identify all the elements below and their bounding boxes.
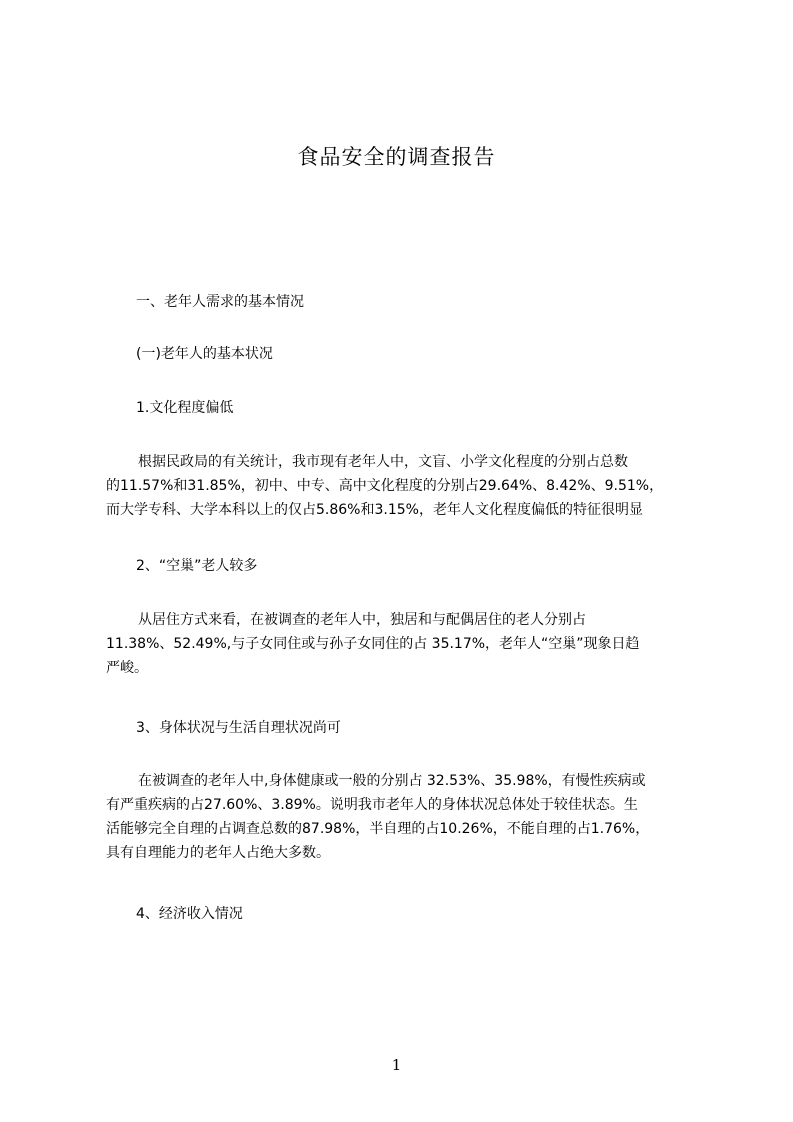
- section-heading-4: 2、“空巢”老人较多: [136, 558, 258, 574]
- section-heading-1: 一、老年人需求的基本情况: [136, 294, 304, 310]
- paragraph-line: 在被调查的老年人中,身体健康或一般的分别占 32.53%、35.98%，有慢性疾病或: [138, 773, 646, 789]
- paragraph-line: 而大学专科、大学本科以上的仅占5.86%和3.15%，老年人文化程度偏低的特征很明显: [106, 502, 643, 518]
- section-heading-6: 4、经济收入情况: [136, 906, 243, 922]
- paragraph-line: 严峻。: [106, 660, 148, 676]
- paragraph-health: [106, 769, 698, 865]
- paragraph-education: [106, 450, 698, 522]
- paragraph-line: 活能够完全自理的占调查总数的87.98%，半自理的占10.26%，不能自理的占1.76%，: [106, 821, 650, 837]
- section-heading-5: 3、身体状况与生活自理状况尚可: [136, 720, 341, 736]
- paragraph-line: 具有自理能力的老年人占绝大多数。: [106, 845, 330, 861]
- paragraph-line: 从居住方式来看，在被调查的老年人中，独居和与配偶居住的老人分别占: [138, 612, 586, 628]
- section-heading-2: (一)老年人的基本状况: [136, 346, 273, 362]
- paragraph-line: 有严重疾病的占27.60%、3.89%。说明我市老年人的身体状况总体处于较佳状态。生: [106, 797, 638, 813]
- paragraph-line: 11.38%、52.49%,与子女同住或与孙子女同住的占 35.17%，老年人“空巢”现象日趋: [106, 636, 640, 652]
- document-title: 食品安全的调查报告: [297, 145, 496, 169]
- paragraph-living: [106, 608, 698, 680]
- paragraph-line: 根据民政局的有关统计，我市现有老年人中，文盲、小学文化程度的分别占总数: [138, 454, 628, 470]
- paragraph-line: 的11.57%和31.85%，初中、中专、高中文化程度的分别占29.64%、8.42%、9.51%，: [106, 478, 664, 494]
- page-number: 1: [391, 1056, 402, 1074]
- section-heading-3: 1.文化程度偏低: [136, 400, 234, 416]
